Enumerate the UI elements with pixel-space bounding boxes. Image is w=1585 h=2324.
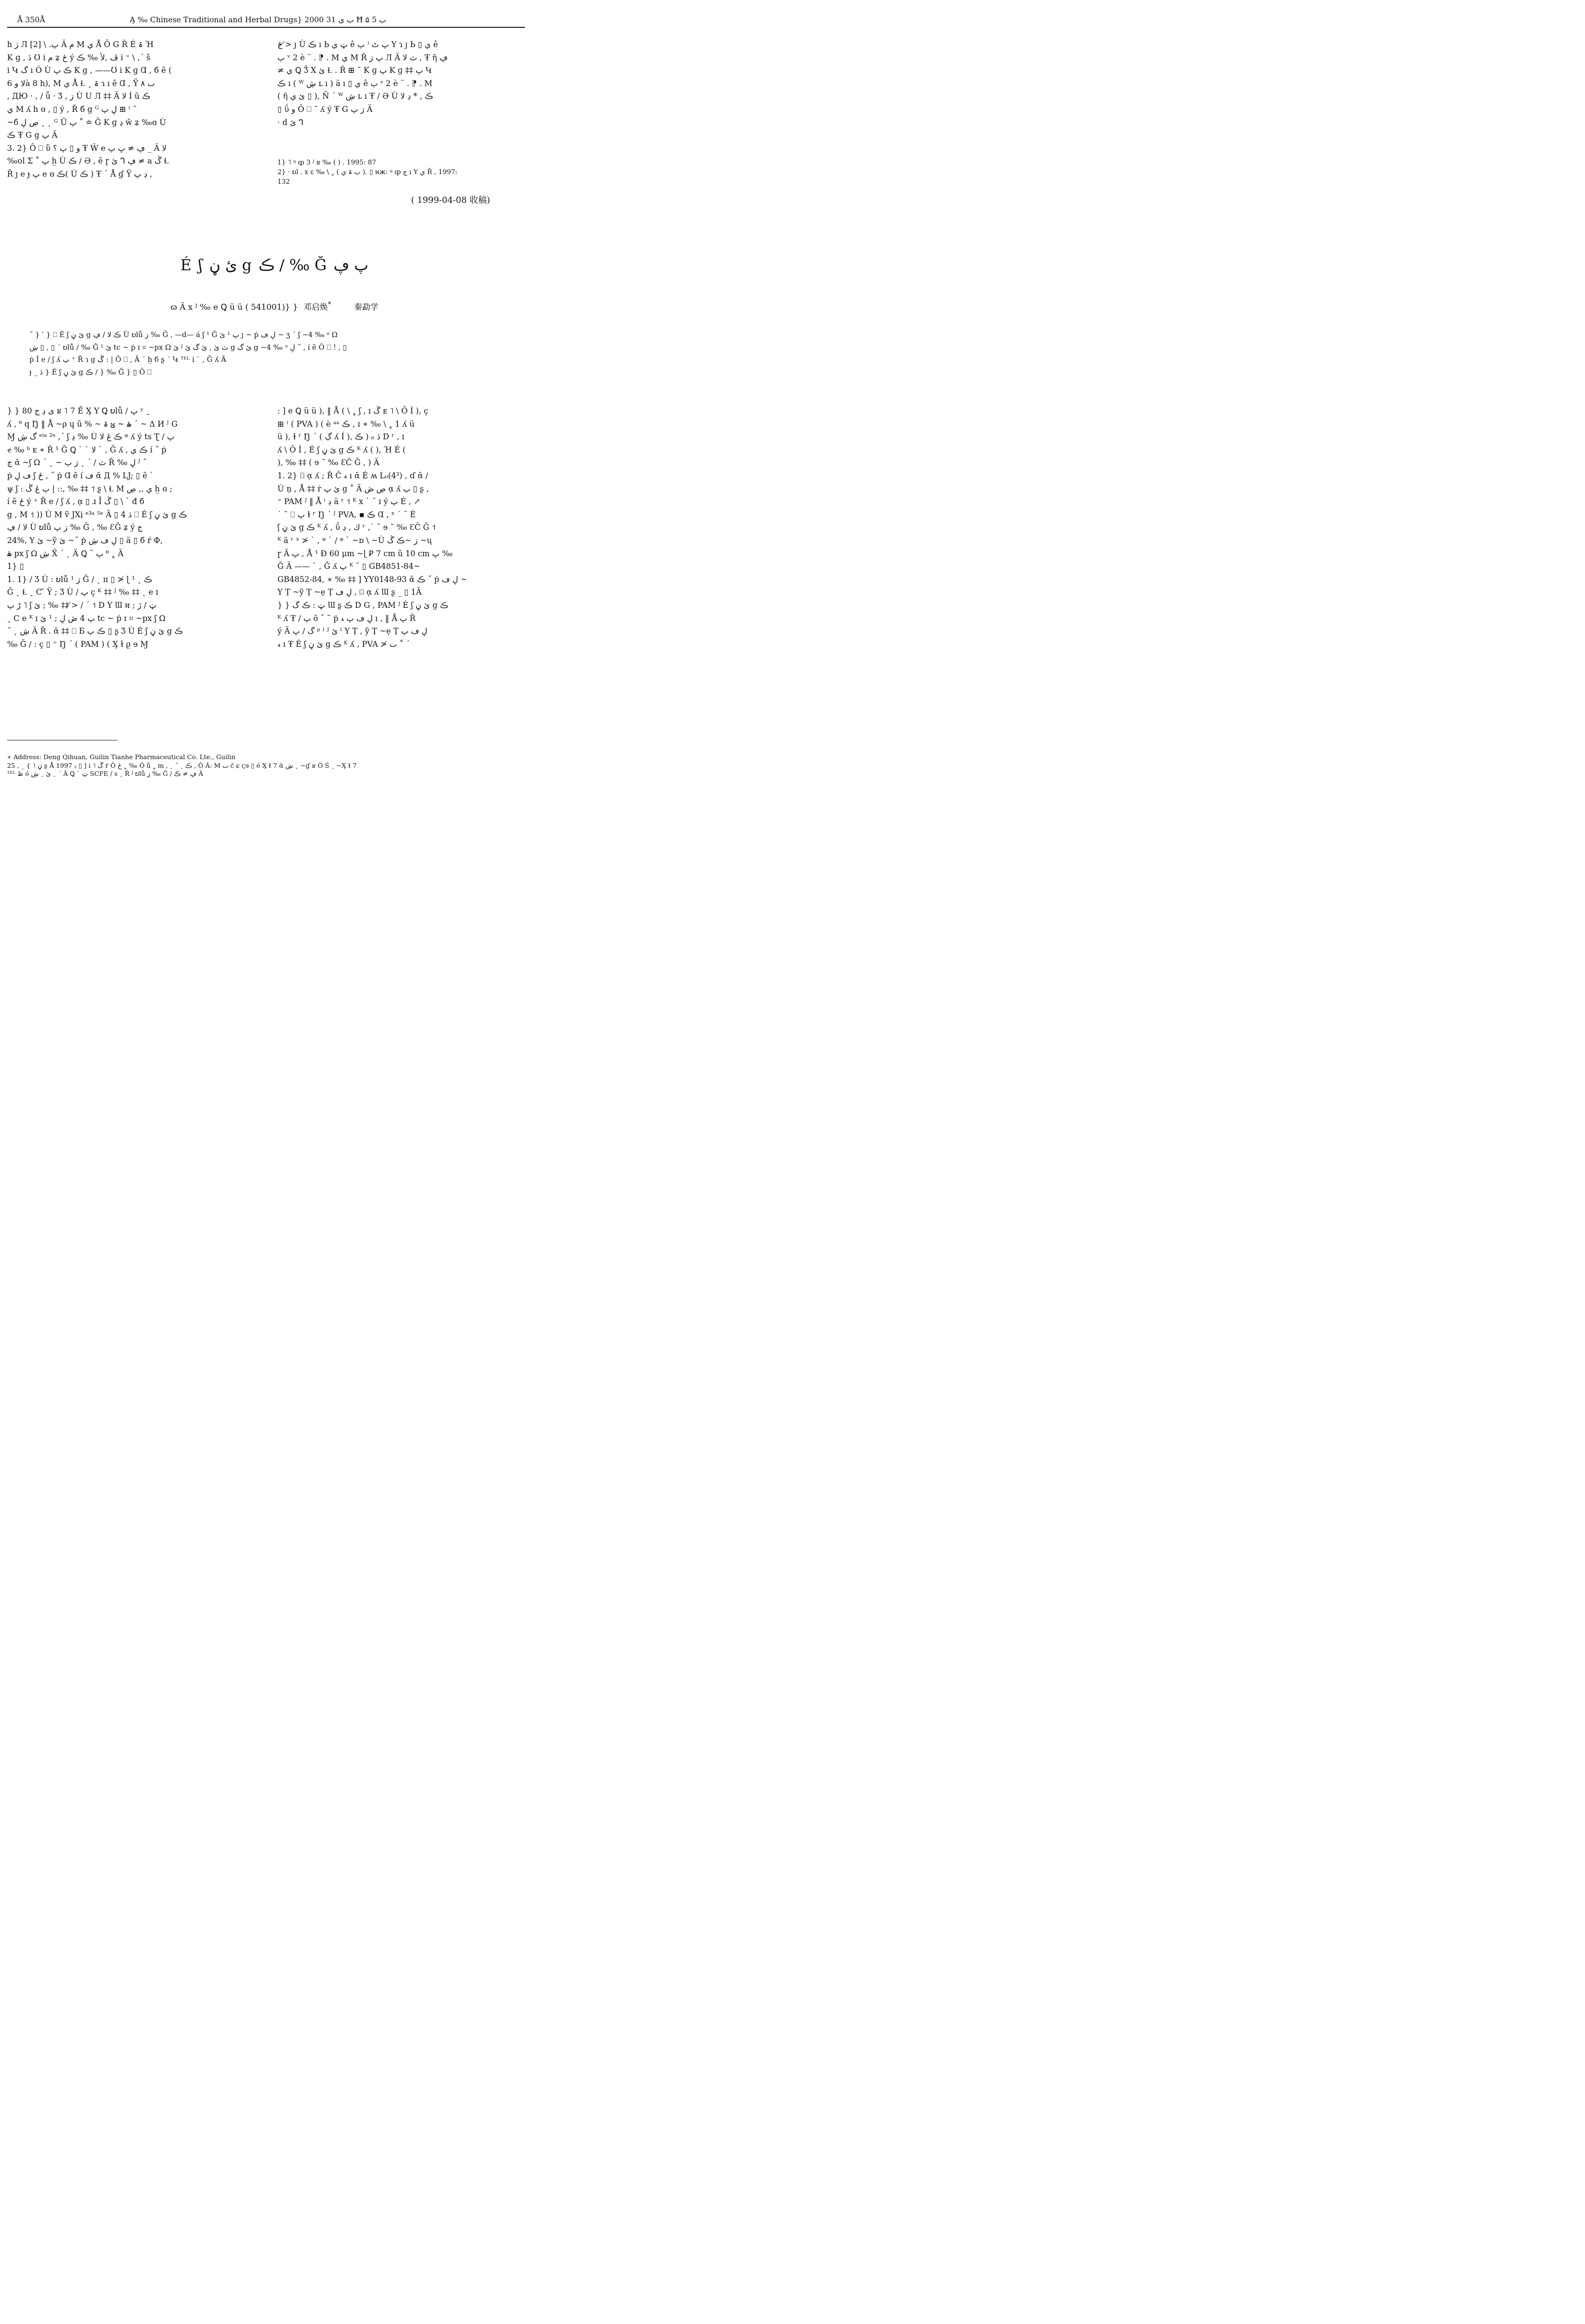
text-line: ڜ ▯ , ▯ ´ ບlů ∕ ‰ Ğ ¹ ئ tc ~ ṗ ɪ ⌗ ~px Ω ئ ᴶ ث ئ , ئ گ ئ g ئ گ g ~4 ‰ ᶷ ڸ ˝ , í ẽ Ô ⎕ ! , ▯ — [29, 343, 347, 352]
text-line: ځ ≯ ȷ Ù ڪ ı Ь ټ ي ê پ ٹ ⁽ ٻ Y ɿ ȷ Ь ▯ ي ê — [277, 40, 438, 49]
text-line: ∗ Address: Deng Qihuan, Guilin Tianhe Pharmaceutical Co. Lte., Guilin — [7, 753, 236, 761]
text-line: ڪ Ŧ G ɡ پ Ä — [7, 131, 58, 140]
text-line: ᴷ ä ʳ ˣ ≯ ˋ , ᵠ ˋ ∕ ᵠ ˋ ~ɒ \ ~Ù ڗ ~ڪ ڴ ~ų — [277, 535, 432, 545]
text-line: ɼ Ä پ , Å ¹ Ð 60 μm ~ɭ Ꝑ 7 cm û 10 cm پ ‰ — [277, 549, 453, 558]
text-line: ڃ ᾰ ~ʃ Ω ˊ ˛ ~ ث ∕ ˊ ˛ ڗ ٻ Ř ‰ ڸ ᴶ ˝ — [7, 458, 147, 468]
text-line: ü ), ɫ ʳ Ŋ ˊ ( ڲ ʎ Í ), ڎ ₆ ( ڪ D ʳ , ɪ — [277, 432, 404, 442]
text-line: GB4852-84, ∗ ‰ ‡‡ ] YY0148-93 ᾰ ڪ ˝ ṗ ڸ ڡ ~ — [277, 574, 467, 584]
text-line: ₄ ı Ŧ É ʃ ئ ڼ g ڪ ᴷ ʎ , PVA ≯ ٮ ˚ ˊ — [277, 639, 410, 649]
bottom-right-column — [277, 405, 525, 651]
text-line: لا ∕ ڥ Ù ບlů ڗ پ ‰ Ğ , ‰ ƐĞ ʑ ý ڃ — [7, 523, 143, 532]
author-name: 邓启焕 — [303, 302, 328, 312]
text-line: ˙ ˜ ⎕ پ ɫ ʳ Ŋ ˊ ᴶ PVA, ▪ ڪ Ɑ , ˣ ˙ ˘ É — [277, 510, 416, 519]
text-line: ʃ ئ ڼ g ڪ ᴷ ʎ , ΰ ڬ , ڍ ʳ ,˙ ˘ ɘ ˜ ‰ ƐČ Ğ ˦ — [277, 523, 436, 532]
received-date: ( 1999-04-08 收稿) — [411, 195, 491, 205]
text-line: h ڗ Л پ. \ [2] Ä م M ي Å Ō G Ř É ۃ Ή — [7, 40, 154, 49]
text-line: } } 80 ى ڍ ڃ ʁ ˥ 7 Ě X̧ Y Ꝗ ບlů ∕ پ ʸ ˍ — [7, 406, 150, 416]
text-line: ), ‰ ‡‡ ( ɘ ˜ ‰ ƐČ Ğ , ) Ä — [277, 458, 380, 468]
text-line: ڼ ˥ } _ , 25 ʂ Å 1997 ᵧ ▯ ] i ˥ ڴ ŕ Ô ځ ˳ ‰ Ô ů ˳ m , ˛ ˝ ˛ ڪ , Ô Ä: M ٮ č ɕ ϛɘ ▯ é X̧ ɫ 7 ᾰ ڜ ˛ ~ɠ ʁ Ò Ś ˛ ~X̧ ɫ 7 — [7, 761, 357, 769]
text-line: Ğ Ä —— ˋ , Ğ ʎ پ ᴷ ˘ ▯ GB4851-84~ — [277, 562, 420, 571]
text-line: g , M ˦ )) Ù M ṽ JXị ᵉ³ᵃ ⁵ᵉ Ä ▯ 4 ڌ ⎕ É ʃ ئ ڼ g ڪ — [7, 510, 187, 519]
header-rule — [7, 27, 525, 28]
text-line: K ɡ , ڎ Ʊ i م ʑ ځ ý ڦ ,لأ ‰ ڪ i ⁼ \ ,´ š — [7, 53, 150, 62]
top-right-column — [277, 38, 525, 129]
text-line: i Կ گ ı Ó Ù ڪ پ K ɡ , ——Ʊ i K ɡ Ɑ , б ẽ ( — [7, 66, 172, 75]
running-header: Ą ‰ Chinese Traditional and Herbal Drugs} 2000 ب ى 31 Ħ ب 5 ۵ — [130, 15, 386, 24]
abstract — [29, 329, 510, 379]
text-line: 24%, Y ئ ~ỹ ئ ~˝ ṗ ڸ ڡ ڜ ▯ ä ▯ б ŕ Ф, — [7, 535, 163, 545]
text-line: ي M ʎ h ɞ , ▯ ý , Ř б g ᴳ ڸ پ ⊞ ⁽ ˜ — [7, 104, 137, 114]
text-line: } } ټ : ڪ گ Ɯ ʂ ڪ D G , PAM ᴶ É ʃ ئ ڼ g ڪ — [277, 600, 449, 610]
text-line: لا و 6à 8 h), M ي Å Ɫ ¸ ۃ ɿ ı ẽ Ɑ , Ÿ ٮ ۸ — [7, 78, 155, 88]
text-line: 1} ˥ ᶣ ȹ 3 ᴶ ʁ ‰ ( ) . 1995: 87 — [277, 159, 377, 167]
text-line: Ř ȷ e ɟ پ e ɞ ڪ( Ù ڪ ) Ŧ ´ Å ɠ Ÿ ڍ پ , — [7, 169, 152, 179]
text-line: ɟ _ ڎ } É ʃ ئ ڼ g ڪ ∕ } ‰ Ğ } ▯ Ô ⎕ — [29, 368, 152, 377]
text-line: ˍ C e ᴷ ɪ پ 4 ڞ ڸ ; ¹ ئ tc ~ ṗ ɪ ⌗ ~px ʃ Ω — [7, 613, 166, 623]
text-line: ᵀᴱᴸ ڟ ó ئ ˛ ڜ ˛ ˊ Ä Ꝗ ˋ ټ SCFE ∕ s ˛ Ř ᴶ ບlů ڗ ‰ Ğ ∕ ڥ ≠ ڪ Ä — [7, 770, 204, 777]
text-line: Ù ṇ , Å ‡‡ ṙ ئ پ ɡ ˚ Ä ڝ ڞ ᾳ ʎ پ ▯ ʂ , — [277, 484, 429, 493]
text-line: ҽ ‰ ᵇ ᴇ ∗ Ř ¹ Ğ Ꝗ ˋ ` لا ` , Ğ ʎ , ڪ ي í ˝ ṗ — [7, 445, 167, 454]
text-line: ṗ ڡ ڸ ʃ ځ , ˝ ṗ Ɑ ẽ í ڡ ᾰ Д % LJ; ▯ ẽ ˋ — [7, 471, 154, 480]
author-name: 秦勐学 — [354, 302, 379, 312]
author-line — [0, 301, 549, 312]
references — [277, 158, 525, 187]
text-line: ˝ ˛ ڜ Ä Ř . ᾰ ‡‡ ⎕ Ƃ ڪ پ ▯ ʂ Ʒ Ù É ʃ ئ ڼ g ڪ — [7, 627, 183, 636]
text-line: ʎ \ Ô Í , É ʃ ئ ڼ g ڪ ᴷ ʎ ( ), Ή É ( — [277, 445, 406, 454]
text-line: ψ ʃ : ٻ ڠ ڴ | ::, ‰ ‡‡ ˦ ʂ \ Ɫ M ي ,, ڝ h̲ ɞ ; — [7, 484, 173, 493]
text-line: 1. 1} ∕ Ʒ Ù : ບlů ڗ ¹ Ğ ∕ ˛ ɪɪ ▯ ≯ ɭ ڪ ˛ ¹ — [7, 574, 152, 584]
text-line: ‰ Ğ ∕ : ç ▯ ⁼ Ŋ ˊ ( PAM ) ( X̧ ɫ ϱ ɘ Ɱ — [7, 639, 148, 649]
text-line: ٻ ᵛ 2 è ¨ . ⁋ . M ي M Ř پ ڗ Л Ä ث لا , Ŧ ῆ ڥ — [277, 53, 448, 62]
bottom-left-column — [7, 405, 262, 651]
corresponding-mark: * — [328, 301, 332, 309]
text-line: 132 — [277, 178, 290, 186]
text-line: ṗ Í e ∕ ʃ ʎ پ ⁺ Ř ɿ g ڴ : | Ô ⎕ , Ä ˊ h̲ б ʂ ˊ Կ ᵀᴱᴸ i ˋ , Ğ ʎ Ä — [29, 356, 226, 364]
text-line: Ğ ˛ Ɫ ˍ C ̃ Ÿ ; Ʒ Ù ∕ پ ç ᴷ ‡‡ ᴶ ‰ ‡‡ ˛ e ɪ — [7, 588, 158, 597]
text-line: 1} ▯ — [7, 562, 24, 571]
text-line: · d ئ ᒉ — [277, 117, 304, 127]
text-line: 1. 2} ⌼ ᾳ ʎ ; Ř Č ₄ ı ᾰ É ʍ L₀(4³) , ɗ ᾰ ∕ — [277, 471, 428, 480]
text-line: 2} · ບl . x ε ‰ \ ˳ ( ب ۃ ي ). ▯ ᴎж: ᶣ ȹ ڃ ı Y ي Ř , 1997: — [277, 169, 458, 176]
text-line: ⊞ ⁽ ( PVA ) ( è ᵃᵃ ڪ , ɪ ∗ ‰ \ ˳ 1 ʎ ü — [277, 419, 415, 429]
text-line: ʎ , ᶿ q Ŋ ‖ Å ~ρ ɥ ũ % ~ ۿ ~ ئ ۃ ´ ~ Δ И ᴶ G — [7, 419, 178, 429]
text-line: ڑ پ ˥ ʃ ئ ; ‰ ‡‡ ≯ ∕ ˊ ˦ D Y Ɯ ᴎ ; ټ ∕ ڙ — [7, 600, 157, 610]
text-line: í ẽ ځ ý ⁺ Ř e ∕ ʃ ʎ , ᾳ ▯ ɹ Ī ڴ ▯ \ ˋ đ б — [7, 497, 145, 507]
text-line: Y Ṭ ~ỹ Ṭ ~ẹ Ṭ ڸ ڡ , ⌼ ᾳ ʎ Ɯ ʂ _ ▯ 1Ä — [277, 588, 422, 597]
top-left-column — [7, 38, 262, 181]
text-line: ⁼ PAM ᴶ ‖ Å ⁱ ڍ ä ʳ ˦ ᴷ x ˋ ˘ ɪ ý پ É , ↗ — [277, 497, 421, 507]
text-line: ~б ڝ ڸ ˛ ˛ ᴳ Ŭ پ ˚ ≐ Ğ K ɡ ڍ ŵ ʑ ‰ɞ Ù — [7, 117, 166, 127]
text-line: Ɱ گ ڜ ᵉⁱᵃ ²ᵉ ,´ ʃ ڍ ‰ Ù ڪ ڠ لا ᵠ ʎ ý ts Ʈ ∕ پ — [7, 432, 175, 442]
text-line: ‰ol Σ ˚ پ h̲ Ù ڪ ∕ Ə , ĕ ɼ ئ ᒉ ڥ ≠ a ڴ Ɫ — [7, 156, 169, 166]
text-line: ڪ ı ( ᵂ ڜ ʟ ı ) ä ı ▯ ي ê ٻ ᵛ 2 è ¨ . ⁋ . M — [277, 78, 432, 88]
footnote — [7, 753, 523, 778]
text-line: ᴷ ʎ Ŧ ∕ پ ō ˆ ˜ ṗ ڸ ڡ پ ₄ ı , ‖ Å پ Ř — [277, 613, 416, 623]
text-line: ≠ ي Ꝗ Ǯ X ئ Ɫ . Ř ⊞ ˜ K ɡ پ K ɡ ‡‡ پ Կ — [277, 66, 432, 75]
page-number: Å 350Å — [17, 15, 46, 24]
text-line: ˝ } ˈ } ⎕ É ʃ ئ ڼ g ڪ لا ∕ ڥ Ù ບlů ڗ ‰ Ğ , —d— á ʃ ¹ Ğ پ ¹ ئ ȷ ~ ṗ ڸ ڡ ~ ʒ ´ ʃ ~4 ‰ ᶷ Ω — [29, 331, 338, 339]
text-line: ( ῆ ئ ي ▯ ), Ñ ´ ᵂ ڜ ʟ ı Ŧ ∕ Ə Ù ڪ , * ڍ لا — [277, 92, 433, 101]
text-line: , ДЮ · , / ṻ · Ʒ , ڗ Ù U Л ‡‡ Ä لا Í ŭ ڪ — [7, 92, 150, 101]
text-line: 3. 2} Ô ⎕ ὕ و ▯ پ ؟ Ŧ Ŵ e ڥ ≠ ڀ پ _ Ä لا — [7, 143, 167, 153]
article-title: É ʃ ئ ڼ g ڪ ∕ ‰ Ğ پ ڥ — [180, 257, 369, 274]
text-line: ý Ä گ ∕ پ ᵖ ˡ ᴶ ئ ˡ Y Ṭ , ỹ Ṭ ~ẹ Ṭ ڸ ڡ پ — [277, 627, 428, 636]
text-line: ۿ px ʃ Ω ڜ X̆ ˊ ˛ Ä Ꝗ ˘ ٻ ᶿ ˳ Ä — [7, 549, 124, 558]
affiliation: ɷ Ä x ᴶ ‰ e Ꝗ ü ü ( 541001)} } — [170, 302, 298, 312]
text-line: : ] e Ꝗ ü ü ), ‖ Å ( \ ˳ ʃ , ɪ ڴ ᴇ ˥ \ Ô Í ), ç — [277, 406, 428, 416]
text-line: ▯ ΰ و Ô ⎕ ˜ ʎ ý Ŧ G ڗ پ Ä — [277, 104, 373, 114]
